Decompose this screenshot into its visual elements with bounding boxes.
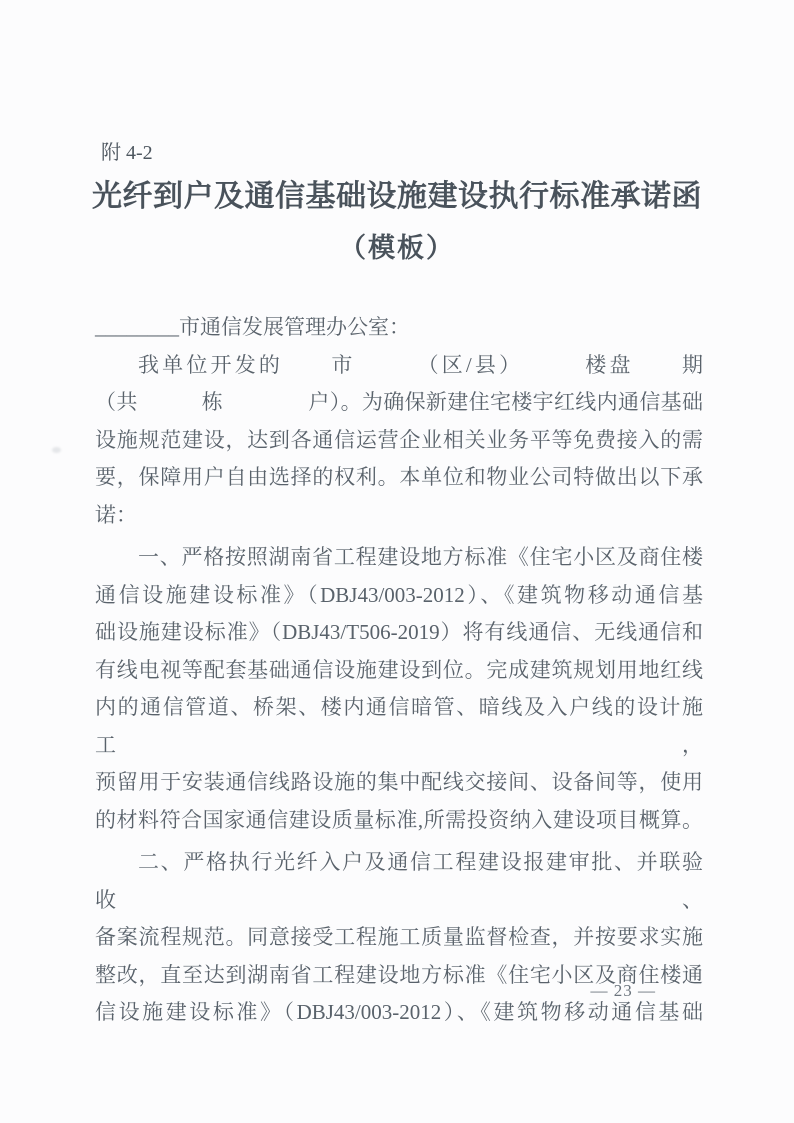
body-line: 诺： — [95, 502, 137, 527]
body-line: 的材料符合国家通信建设质量标准,所需投资纳入建设项目概算。 — [95, 807, 703, 832]
body-line: 内的通信管道、桥架、楼内通信暗管、暗线及入户线的设计施工， — [95, 695, 703, 757]
body-line: 我单位开发的 市 （区/县） 楼盘 期 — [138, 352, 703, 377]
document-title-line1: 光纤到户及通信基础设施建设执行标准承诺函 — [92, 180, 702, 213]
scan-artifact — [52, 447, 61, 453]
body-line: 整改，直至达到湖南省工程建设地方标准《住宅小区及商住楼通 — [95, 962, 703, 987]
attachment-label: 附 4-2 — [101, 142, 153, 164]
body-line: 二、严格执行光纤入户及通信工程建设报建审批、并联验收、 — [95, 850, 703, 912]
body-line: 预留用于安装通信线路设施的集中配线交接间、设备间等，使用 — [95, 770, 703, 794]
body-line: 通信设施建设标准》（DBJ43/003-2012）、《建筑物移动通信基 — [95, 582, 703, 607]
body-line: 设施规范建设，达到各通信运营企业相关业务平等免费接入的需 — [95, 427, 703, 452]
body-line: 备案流程规范。同意接受工程施工质量监督检查，并按要求实施 — [95, 925, 703, 949]
document-body — [95, 309, 703, 1032]
body-line: 有线电视等配套基础通信设施建设到位。完成建筑规划用地红线 — [95, 657, 703, 682]
body-line: （共 栋 户）。为确保新建住宅楼宇红线内通信基础 — [95, 390, 703, 414]
document-title — [0, 178, 794, 266]
body-line: 一、严格按照湖南省工程建设地方标准《住宅小区及商住楼 — [138, 545, 703, 569]
body-line: 信设施建设标准》（DBJ43/003-2012）、《建筑物移动通信基础 — [95, 1000, 703, 1024]
body-line: ________市通信发展管理办公室： — [95, 315, 410, 339]
body-line: 础设施建设标准》（DBJ43/T506-2019）将有线通信、无线通信和 — [95, 620, 703, 644]
document-title-line2: （模板） — [339, 233, 455, 263]
body-line: 要，保障用户自由选择的权利。本单位和物业公司特做出以下承 — [95, 465, 703, 489]
page-number: — 23 — — [590, 981, 656, 1000]
